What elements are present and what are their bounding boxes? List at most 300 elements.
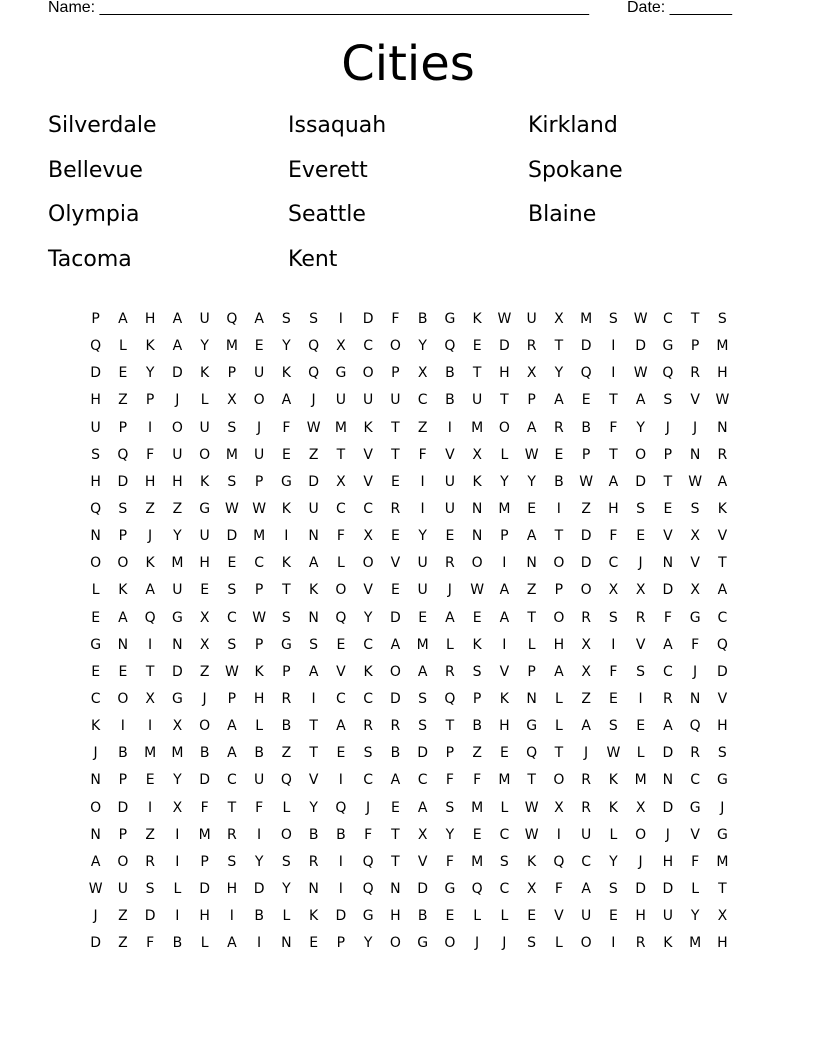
grid-letter: Z <box>145 500 155 517</box>
grid-letter: H <box>199 908 210 925</box>
grid-letter: O <box>389 935 401 952</box>
grid-letter: E <box>336 636 346 653</box>
grid-letter: X <box>581 663 591 680</box>
grid-letter: X <box>635 582 646 599</box>
grid-letter: A <box>90 853 101 870</box>
grid-letter: A <box>635 392 646 409</box>
grid-letter: D <box>199 880 211 897</box>
grid-letter: R <box>526 338 537 355</box>
grid-letter: K <box>472 311 482 327</box>
grid-letter: U <box>199 311 210 327</box>
word-list-item: Olympia <box>48 202 140 227</box>
grid-letter: S <box>227 473 237 490</box>
grid-letter: T <box>663 473 673 490</box>
grid-letter: S <box>717 311 727 327</box>
grid-letter: Z <box>118 935 128 952</box>
grid-letter: N <box>90 826 101 843</box>
grid-letter: M <box>171 555 184 572</box>
grid-letter: X <box>526 880 537 897</box>
grid-letter: N <box>689 690 701 707</box>
grid-letter: G <box>171 609 183 626</box>
grid-letter: E <box>91 663 101 680</box>
grid-letter: F <box>255 799 264 816</box>
grid-letter: K <box>200 365 210 382</box>
grid-letter: M <box>498 772 511 789</box>
grid-letter: N <box>90 772 101 789</box>
grid-letter: K <box>663 935 673 952</box>
grid-letter: E <box>336 745 346 762</box>
grid-letter: N <box>662 772 674 789</box>
grid-letter: U <box>254 446 265 463</box>
grid-letter: D <box>580 555 592 572</box>
grid-letter: O <box>553 555 565 572</box>
grid-letter: I <box>120 718 125 735</box>
grid-letter: S <box>227 853 237 870</box>
grid-letter: V <box>336 663 346 680</box>
grid-letter: R <box>581 772 591 789</box>
grid-letter: Y <box>527 473 536 490</box>
grid-letter: K <box>363 663 373 680</box>
grid-letter: A <box>254 311 264 327</box>
grid-letter: O <box>635 446 647 463</box>
grid-letter: P <box>527 392 536 409</box>
grid-letter: Q <box>335 609 347 626</box>
grid-letter: A <box>390 636 401 653</box>
grid-letter: U <box>254 365 265 382</box>
grid-letter: I <box>311 690 316 707</box>
grid-letter: K <box>309 582 319 599</box>
grid-letter: T <box>554 528 564 545</box>
grid-letter: D <box>580 338 592 355</box>
grid-letter: E <box>527 500 537 517</box>
grid-letter: O <box>553 772 565 789</box>
grid-letter: S <box>472 663 482 680</box>
grid-letter: N <box>526 690 537 707</box>
grid-letter: J <box>202 690 207 707</box>
grid-letter: X <box>554 311 564 327</box>
grid-letter: R <box>663 690 673 707</box>
grid-letter: Q <box>335 799 347 816</box>
grid-letter: K <box>363 419 373 436</box>
grid-letter: J <box>257 419 262 436</box>
grid-letter: E <box>581 392 591 409</box>
grid-letter: U <box>90 419 101 436</box>
grid-letter: P <box>118 528 128 545</box>
word-list-item: Spokane <box>528 157 623 183</box>
grid-letter: P <box>254 582 264 599</box>
grid-letter: B <box>417 908 428 925</box>
grid-letter: L <box>445 636 454 653</box>
grid-letter: L <box>691 880 700 897</box>
grid-letter: F <box>473 772 482 789</box>
grid-letter: P <box>145 392 155 409</box>
grid-letter: I <box>502 555 507 572</box>
grid-letter: N <box>117 636 129 653</box>
grid-letter: K <box>118 582 128 599</box>
grid-letter: T <box>554 338 564 355</box>
grid-letter: I <box>338 880 343 897</box>
grid-letter: Z <box>308 446 319 463</box>
grid-letter: D <box>662 799 674 816</box>
grid-letter: C <box>608 555 619 572</box>
grid-letter: Q <box>580 365 592 382</box>
grid-letter: N <box>471 500 483 517</box>
grid-letter: K <box>91 718 101 735</box>
grid-letter: I <box>420 473 425 490</box>
grid-letter: X <box>227 392 237 409</box>
grid-letter: L <box>336 555 345 572</box>
grid-letter: K <box>200 473 210 490</box>
grid-letter: N <box>281 935 292 952</box>
grid-letter: P <box>527 663 536 680</box>
grid-row <box>82 577 736 604</box>
grid-letter: I <box>229 908 234 925</box>
grid-letter: P <box>282 663 291 680</box>
grid-letter: Q <box>444 338 456 355</box>
grid-letter: S <box>527 935 537 952</box>
grid-letter: O <box>553 609 565 626</box>
grid-letter: W <box>88 880 103 897</box>
grid-letter: G <box>335 365 347 382</box>
grid-letter: O <box>253 392 265 409</box>
grid-row <box>82 903 736 930</box>
grid-letter: T <box>309 718 318 735</box>
grid-letter: L <box>500 799 509 816</box>
grid-letter: I <box>556 500 561 517</box>
grid-letter: Y <box>173 528 182 545</box>
grid-letter: B <box>390 745 401 762</box>
grid-letter: P <box>200 853 209 870</box>
grid-row <box>82 849 736 876</box>
grid-letter: N <box>390 880 401 897</box>
grid-letter: F <box>391 311 400 327</box>
grid-letter: O <box>280 826 292 843</box>
grid-letter: N <box>526 555 537 572</box>
grid-letter: A <box>499 582 510 599</box>
grid-letter: N <box>689 446 701 463</box>
grid-letter: M <box>498 500 511 517</box>
grid-row <box>82 822 736 849</box>
grid-letter: W <box>688 473 703 490</box>
grid-letter: X <box>581 636 591 653</box>
grid-letter: T <box>500 392 509 409</box>
grid-letter: I <box>638 690 643 707</box>
grid-letter: S <box>499 853 509 870</box>
grid-letter: P <box>336 935 346 952</box>
grid-letter: O <box>199 446 211 463</box>
grid-letter: B <box>472 718 482 735</box>
grid-letter: I <box>148 636 153 653</box>
grid-letter: J <box>447 582 452 599</box>
grid-letter: W <box>524 446 539 463</box>
grid-letter: F <box>146 446 155 463</box>
grid-letter: Q <box>526 745 538 762</box>
grid-letter: Z <box>145 826 155 843</box>
grid-letter: S <box>690 500 700 517</box>
grid-letter: M <box>471 419 484 436</box>
grid-letter: R <box>363 718 373 735</box>
grid-letter: D <box>635 473 647 490</box>
grid-letter: K <box>309 908 319 925</box>
grid-letter: M <box>716 853 729 870</box>
grid-letter: S <box>418 718 428 735</box>
word-list-item: Bellevue <box>48 157 143 183</box>
grid-letter: U <box>172 582 183 599</box>
grid-letter: S <box>91 446 101 463</box>
grid-letter: C <box>581 853 592 870</box>
grid-letter: E <box>118 663 128 680</box>
grid-letter: Z <box>581 690 591 707</box>
grid-letter: D <box>662 880 674 897</box>
grid-letter: Y <box>445 826 455 843</box>
grid-letter: P <box>581 446 591 463</box>
grid-letter: P <box>118 826 128 843</box>
grid-letter: U <box>254 772 265 789</box>
grid-letter: K <box>145 338 155 355</box>
grid-letter: I <box>175 908 180 925</box>
grid-letter: X <box>199 636 210 653</box>
grid-letter: U <box>199 528 210 545</box>
grid-letter: A <box>554 392 564 409</box>
grid-letter: D <box>90 935 102 952</box>
grid-letter: Y <box>282 880 291 897</box>
grid-letter: Q <box>308 365 320 382</box>
grid-letter: P <box>91 311 100 327</box>
grid-letter: O <box>335 582 347 599</box>
grid-letter: P <box>445 745 455 762</box>
grid-letter: R <box>690 745 700 762</box>
grid-letter: F <box>418 446 427 463</box>
grid-letter: P <box>500 528 509 545</box>
grid-letter: X <box>608 582 619 599</box>
grid-letter: P <box>118 419 128 436</box>
grid-letter: L <box>554 718 563 735</box>
grid-letter: Q <box>308 338 320 355</box>
grid-letter: R <box>145 853 155 870</box>
grid-letter: W <box>633 311 648 327</box>
grid-letter: V <box>635 636 646 653</box>
grid-letter: B <box>281 718 292 735</box>
grid-letter: R <box>554 419 564 436</box>
grid-letter: L <box>173 880 182 897</box>
grid-letter: F <box>364 826 373 843</box>
grid-letter: L <box>255 718 264 735</box>
grid-letter: X <box>199 609 210 626</box>
grid-letter: O <box>362 365 374 382</box>
grid-letter: E <box>145 772 155 789</box>
grid-letter: O <box>117 555 129 572</box>
grid-letter: Y <box>500 473 509 490</box>
grid-letter: J <box>366 799 371 816</box>
grid-letter: H <box>662 853 674 870</box>
grid-letter: E <box>472 609 482 626</box>
grid-letter: H <box>635 908 646 925</box>
grid-letter: E <box>608 690 618 707</box>
grid-letter: K <box>281 500 291 517</box>
grid-letter: M <box>225 338 238 355</box>
grid-letter: E <box>227 555 237 572</box>
grid-letter: E <box>418 609 428 626</box>
grid-letter: B <box>417 311 428 327</box>
grid-letter: M <box>334 419 347 436</box>
grid-letter: X <box>635 799 646 816</box>
grid-letter: Z <box>172 500 183 517</box>
grid-row <box>82 930 736 957</box>
grid-letter: I <box>502 636 507 653</box>
grid-letter: C <box>254 555 265 572</box>
grid-letter: Y <box>309 799 318 816</box>
grid-row <box>82 496 736 523</box>
grid-letter: E <box>472 338 482 355</box>
grid-letter: F <box>691 853 700 870</box>
grid-letter: S <box>608 880 618 897</box>
grid-letter: S <box>445 799 455 816</box>
grid-letter: S <box>717 745 727 762</box>
grid-letter: O <box>580 935 592 952</box>
grid-letter: C <box>90 690 101 707</box>
grid-letter: T <box>554 745 564 762</box>
grid-letter: D <box>171 365 183 382</box>
grid-letter: T <box>445 718 455 735</box>
grid-letter: I <box>148 419 153 436</box>
grid-letter: E <box>281 446 291 463</box>
grid-letter: H <box>199 555 210 572</box>
grid-letter: W <box>606 745 621 762</box>
grid-letter: H <box>144 311 156 327</box>
grid-letter: E <box>118 365 128 382</box>
grid-letter: Z <box>581 500 591 517</box>
grid-letter: Z <box>199 663 210 680</box>
grid-letter: A <box>308 555 319 572</box>
grid-row <box>82 415 736 442</box>
grid-letter: N <box>717 419 728 436</box>
grid-letter: G <box>90 636 102 653</box>
grid-letter: X <box>717 908 728 925</box>
grid-letter: N <box>308 528 319 545</box>
grid-row <box>82 713 736 740</box>
grid-letter: E <box>445 528 455 545</box>
grid-letter: A <box>227 935 237 952</box>
grid-row <box>82 740 736 767</box>
grid-letter: G <box>716 772 728 789</box>
grid-letter: W <box>579 473 594 490</box>
grid-letter: U <box>172 446 183 463</box>
grid-letter: L <box>91 582 100 599</box>
grid-letter: B <box>336 826 346 843</box>
grid-letter: B <box>308 826 319 843</box>
grid-letter: K <box>527 853 537 870</box>
grid-letter: A <box>526 419 537 436</box>
grid-letter: U <box>444 500 455 517</box>
grid-letter: L <box>554 690 563 707</box>
grid-letter: V <box>363 446 373 463</box>
grid-letter: F <box>609 663 618 680</box>
grid-letter: R <box>390 500 401 517</box>
grid-letter: C <box>335 500 346 517</box>
grid-letter: N <box>172 636 183 653</box>
grid-letter: K <box>281 365 291 382</box>
grid-letter: A <box>172 338 183 355</box>
grid-letter: X <box>417 365 428 382</box>
grid-letter: G <box>199 500 211 517</box>
grid-letter: E <box>390 582 400 599</box>
grid-letter: T <box>690 311 700 327</box>
grid-letter: W <box>224 500 239 517</box>
grid-letter: X <box>363 528 373 545</box>
grid-letter: L <box>282 799 291 816</box>
grid-letter: I <box>611 365 616 382</box>
grid-letter: I <box>611 636 616 653</box>
grid-letter: G <box>417 935 429 952</box>
grid-letter: Q <box>662 365 674 382</box>
grid-letter: A <box>554 663 564 680</box>
grid-letter: D <box>308 473 320 490</box>
grid-row <box>82 333 736 360</box>
grid-letter: A <box>663 636 673 653</box>
grid-letter: J <box>475 935 480 952</box>
grid-letter: G <box>689 609 701 626</box>
grid-letter: S <box>227 582 237 599</box>
grid-letter: Y <box>609 853 618 870</box>
grid-letter: D <box>498 338 510 355</box>
grid-letter: V <box>717 690 728 707</box>
word-list-item: Tacoma <box>48 246 132 272</box>
grid-letter: O <box>389 663 401 680</box>
grid-letter: R <box>635 609 646 626</box>
grid-letter: A <box>336 718 346 735</box>
grid-letter: C <box>690 772 701 789</box>
grid-letter: A <box>717 473 728 490</box>
grid-letter: I <box>148 718 153 735</box>
grid-letter: W <box>470 582 485 599</box>
grid-letter: L <box>636 745 645 762</box>
grid-letter: G <box>444 880 456 897</box>
grid-letter: C <box>363 338 374 355</box>
grid-letter: E <box>663 500 673 517</box>
grid-letter: J <box>720 799 725 816</box>
grid-row <box>82 469 736 496</box>
grid-letter: X <box>526 365 537 382</box>
grid-letter: F <box>609 419 618 436</box>
grid-letter: D <box>417 880 429 897</box>
grid-letter: S <box>309 636 319 653</box>
grid-letter: F <box>336 528 345 545</box>
grid-letter: S <box>118 500 128 517</box>
grid-letter: U <box>581 826 592 843</box>
grid-letter: U <box>390 392 401 409</box>
grid-letter: H <box>253 690 265 707</box>
grid-letter: L <box>200 935 209 952</box>
grid-letter: T <box>391 853 400 870</box>
grid-letter: S <box>227 636 237 653</box>
grid-letter: D <box>389 609 401 626</box>
grid-letter: E <box>200 582 210 599</box>
grid-letter: U <box>335 392 346 409</box>
grid-letter: Y <box>282 338 291 355</box>
grid-letter: A <box>717 582 728 599</box>
grid-letter: D <box>635 880 647 897</box>
grid-letter: R <box>581 609 591 626</box>
grid-letter: P <box>472 690 482 707</box>
grid-letter: N <box>662 555 674 572</box>
grid-letter: R <box>445 663 455 680</box>
word-list <box>48 110 768 288</box>
grid-letter: G <box>662 338 674 355</box>
grid-letter: M <box>253 528 266 545</box>
grid-letter: I <box>556 826 561 843</box>
grid-letter: W <box>524 799 539 816</box>
grid-letter: E <box>472 826 482 843</box>
